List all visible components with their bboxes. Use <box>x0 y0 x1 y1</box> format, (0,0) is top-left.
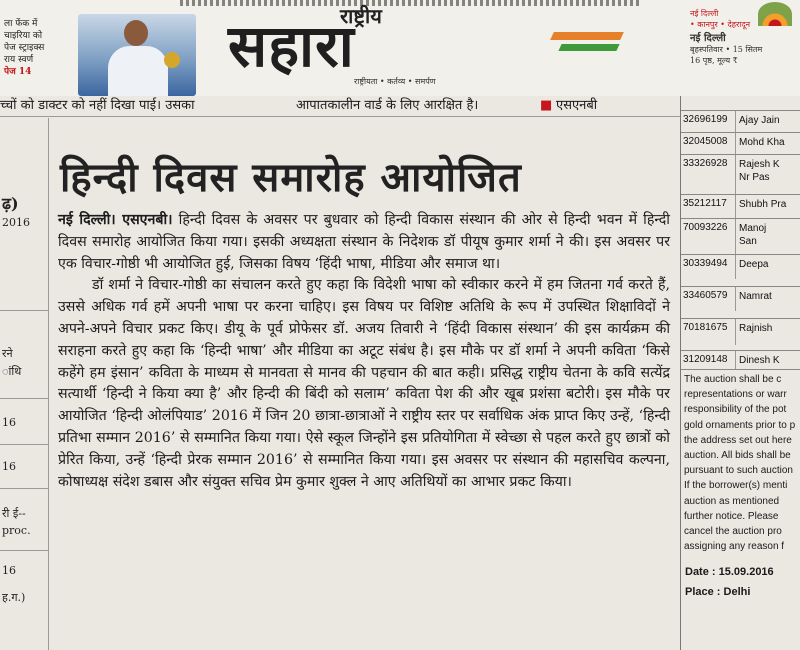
square-marker-icon: ■ <box>540 98 553 113</box>
medal-icon <box>164 52 180 68</box>
table-row: 70181675 Rajnish <box>681 318 800 345</box>
brand-logo: सहारा <box>228 12 355 80</box>
table-row: 35212117 Shubh Pra <box>681 194 800 219</box>
brand-tagline: राष्ट्रीयता • कर्तव्य • समर्पण <box>354 77 436 86</box>
promo-box <box>0 8 200 88</box>
table-row: 32045008 Mohd Kha <box>681 132 800 155</box>
left-column-fragments: ढ़) 2016 रने ांथि 16 16 री ई-- proc. 16 ह.ग.) <box>0 118 49 650</box>
article <box>52 118 678 650</box>
table-row: 33326928 Rajesh K Nr Pas <box>681 154 800 195</box>
dateline: नई दिल्ली। एसएनबी। <box>58 212 173 228</box>
flag-stripe-saffron <box>550 32 624 40</box>
article-paragraph: डॉ शर्मा ने विचार-गोष्ठी का संचालन करते हुए कहा कि विदेशी भाषा को स्वीकार करने में हम जितना गर्व करते हैं, उससे अधिक गर्व हमें अपनी भाषा पर करना चाहिए। इस विषय पर विशिष्ट अतिथि के रूप में उपस्थित शिक्षाविदों ने अपने-अपने विचार प्रकट किए। डीयू के पूर्व प्रोफेसर डॉ. अजय तिवारी ने ‘हिंदी विकास संस्थान’ की इस कार्यक्रम की सराहना करते हुए कहा कि ‘हिन्दी भाषा’ और मीडिया का अटूट संबंध है। इस मौके पर डॉ शर्मा ने अपनी कविता ‘किसे कहेंगे हम इंसान’ कविता के माध्यम से मानवता से मानव की पहचान की बात कही। प्रसिद्ध राष्ट्रीय चेतना के कवि सत्येंद्र सत्यार्थी ‘हिन्दी ने किया क्या है’ और हिन्दी की बिंदी को सलाम’ कविता पेश की और खूब प्रशंसा बटोरी। इस मौके पर आयोजित ‘हिन्दी ओलंपियाड’ 2016 में जिन 20 छात्रा-छात्राओं ने राष्ट्रीय स्तर पर सर्वाधिक अंक प्राप्त किए उन्हें, ‘हिन्दी प्रतिभा सम्मान 2016’ से सम्मानित किया गया। ऐसे स्कूल जिन्होंने इस प्रतियोगिता में स्वेच्छा से पहल करते हुए छात्रों को प्रेरित किया, उन्हें ‘हिन्दी प्रेरक सम्मान 2016’ से सम्मानित किया गया। इस अवसर पर संस्थान की महासचिव कल्पना, कोषाध्यक्ष संदेश डबास और संयुक्त सचिव प्रेम कुमार शुक्ल ने आए अतिथियों का आभार प्रकट किया। <box>58 277 670 490</box>
article-paragraph: नई दिल्ली। एसएनबी। हिन्दी दिवस के अवसर पर बुधवार को हिन्दी विकास संस्थान की ओर से हिन्दी भवन में हिन्दी दिवस समारोह आयोजित किया गया। इसकी अध्यक्षता संस्थान के निदेशक डॉ पीयूष कुमार शर्मा ने की। इस अवसर पर एक विचार-गोष्ठी भी आयोजित हुई, जिसका विषय ‘हिंदी भाषा, मीडिया और समाज था। <box>58 212 670 272</box>
article-headline: हिन्दी दिवस समारोह आयोजित <box>60 154 522 201</box>
table-row: 70093226 Manoj San <box>681 218 800 255</box>
table-row: 33460579 Namrat <box>681 286 800 311</box>
flag-stripe-green <box>558 44 619 51</box>
sun-emblem-icon <box>758 2 792 26</box>
promo-text: ला फेंक में चाइरिया को पेज स्ट्राइक्स राय स्वर्ण पेज 14 <box>4 19 45 77</box>
brand-small: राष्ट्रीय <box>340 4 382 28</box>
previous-story-strip: च्चों को डाक्टर को नहीं दिखा पाई। उसका आपातकालीन वार्ड के लिए आरक्षित है। ■ एसएनबी <box>0 96 680 117</box>
table-row: 31209148 Dinesh K <box>681 350 800 370</box>
table-row: 30339494 Deepa <box>681 254 800 279</box>
article-body <box>58 210 670 493</box>
masthead-rule <box>180 0 640 6</box>
notice-text: The auction shall be c representations or warr responsibility of the pot gold ornaments prior to p the address set out here auction. All bids shall be pursuant to such auction If the borrower(s) menti auction as mentioned further notice. Please cancel the auction pro assigning any reason f <box>684 374 796 553</box>
notice-place: Place : Delhi <box>685 586 751 598</box>
athlete-photo <box>78 14 196 96</box>
masthead <box>0 0 800 96</box>
notice-date: Date : 15.09.2016 <box>685 566 774 578</box>
table-row: 32696199 Ajay Jain <box>681 110 800 133</box>
auction-notice <box>680 96 800 650</box>
edition-info: नई दिल्ली • कानपुर • देहरादून नई दिल्ली बृहस्पतिवार • 15 सितम 16 पृष्ठ, मूल्य ₹ <box>690 9 763 65</box>
